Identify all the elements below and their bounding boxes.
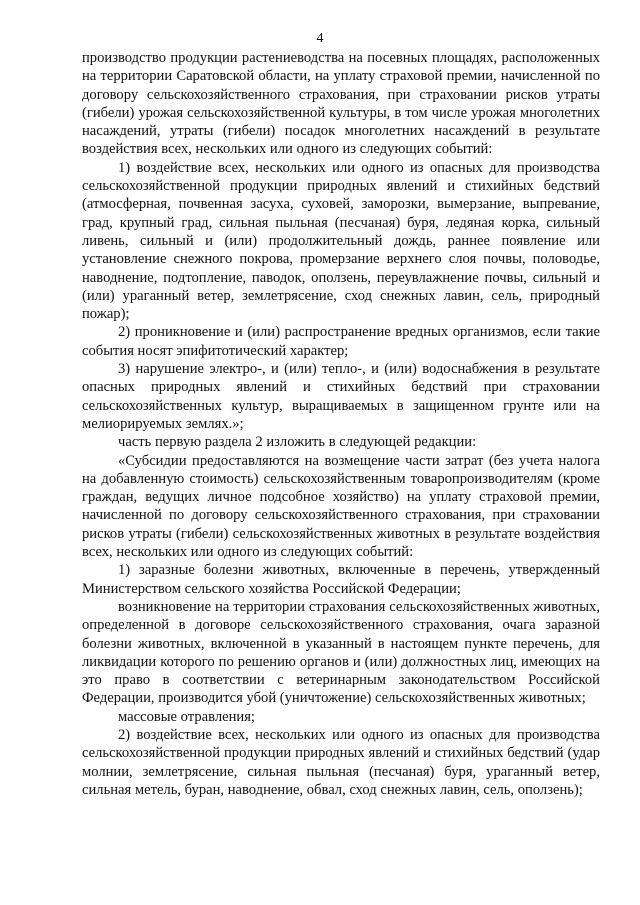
paragraph: 2) проникновение и (или) распространение вредных организмов, если такие события носят эпифитотический характер; bbox=[82, 324, 600, 359]
paragraph: 1) заразные болезни животных, включенные в перечень, утвержденный Министерством сельского хозяйства Российской Федерации; bbox=[82, 562, 600, 597]
page-number: 4 bbox=[316, 31, 324, 46]
paragraph: 2) воздействие всех, нескольких или одного из опасных для производства сельскохозяйственной продукции природных явлений и стихийных бедствий (удар молнии, землетрясение, сильная пыльная (песчаная) буря, ураганный ветер, сильная метель, буран, наводнение, обвал, сход снежных лавин, сель, оползень); bbox=[82, 726, 600, 798]
paragraph: производство продукции растениеводства на посевных площадях, расположенных на территории Саратовской области, на уплату страховой премии, начисленной по договору сельскохозяйственного страхования, при страховании рисков утраты (гибели) урожая сельскохозяйственной культуры, в том числе урожая многолетних насаждений, утраты (гибели) посадок многолетних насаждений в результате воздействия всех, нескольких или одного из следующих событий: bbox=[82, 50, 600, 158]
paragraph: 3) нарушение электро-, и (или) тепло-, и (или) водоснабжения в результате опасных природных явлений и стихийных бедствий при страховании сельскохозяйственных культур, выращиваемых в защищенном грунте или на мелиорируемых землях.»; bbox=[82, 361, 600, 432]
paragraph: массовые отравления; bbox=[118, 708, 255, 725]
paragraph: возникновение на территории страхования сельскохозяйственных животных, определенной в договоре сельскохозяйственного страхования, очага заразной болезни животных, включенной в указанный в настоящем пункте перечень, для ликвидации которого по решению органов и (или) должностных лиц, имеющих на это право в соответствии с ветеринарным законодательством Российской Федерации, производится убой (уничтожение) сельскохозяйственных животных; bbox=[82, 598, 600, 707]
document-body bbox=[82, 49, 600, 799]
paragraph: «Субсидии предоставляются на возмещение части затрат (без учета налога на добавленную стоимость) сельскохозяйственным товаропроизводителям (кроме граждан, ведущих личное подсобное хозяйство) на уплату страховой премии, начисленной по договору сельскохозяйственного страхования, при страховании рисков утраты (гибели) сельскохозяйственных животных в результате воздействия всех, нескольких или одного из следующих событий: bbox=[82, 452, 600, 561]
paragraph: часть первую раздела 2 изложить в следующей редакции: bbox=[118, 434, 477, 451]
paragraph: 1) воздействие всех, нескольких или одного из опасных для производства сельскохозяйственной продукции природных явлений и стихийных бедствий (атмосферная, почвенная засуха, суховей, заморозки, вымерзание, выпревание, град, крупный град, сильная пыльная (песчаная) буря, ледяная корка, сильный ливень, сильный и (или) продолжительный дождь, раннее появление или установление снежного покрова, промерзание верхнего слоя почвы, половодье, наводнение, подтопление, паводок, оползень, переувлажнение почвы, сильный и (или) ураганный ветер, землетрясение, сход снежных лавин, сель, природный пожар); bbox=[82, 159, 600, 323]
